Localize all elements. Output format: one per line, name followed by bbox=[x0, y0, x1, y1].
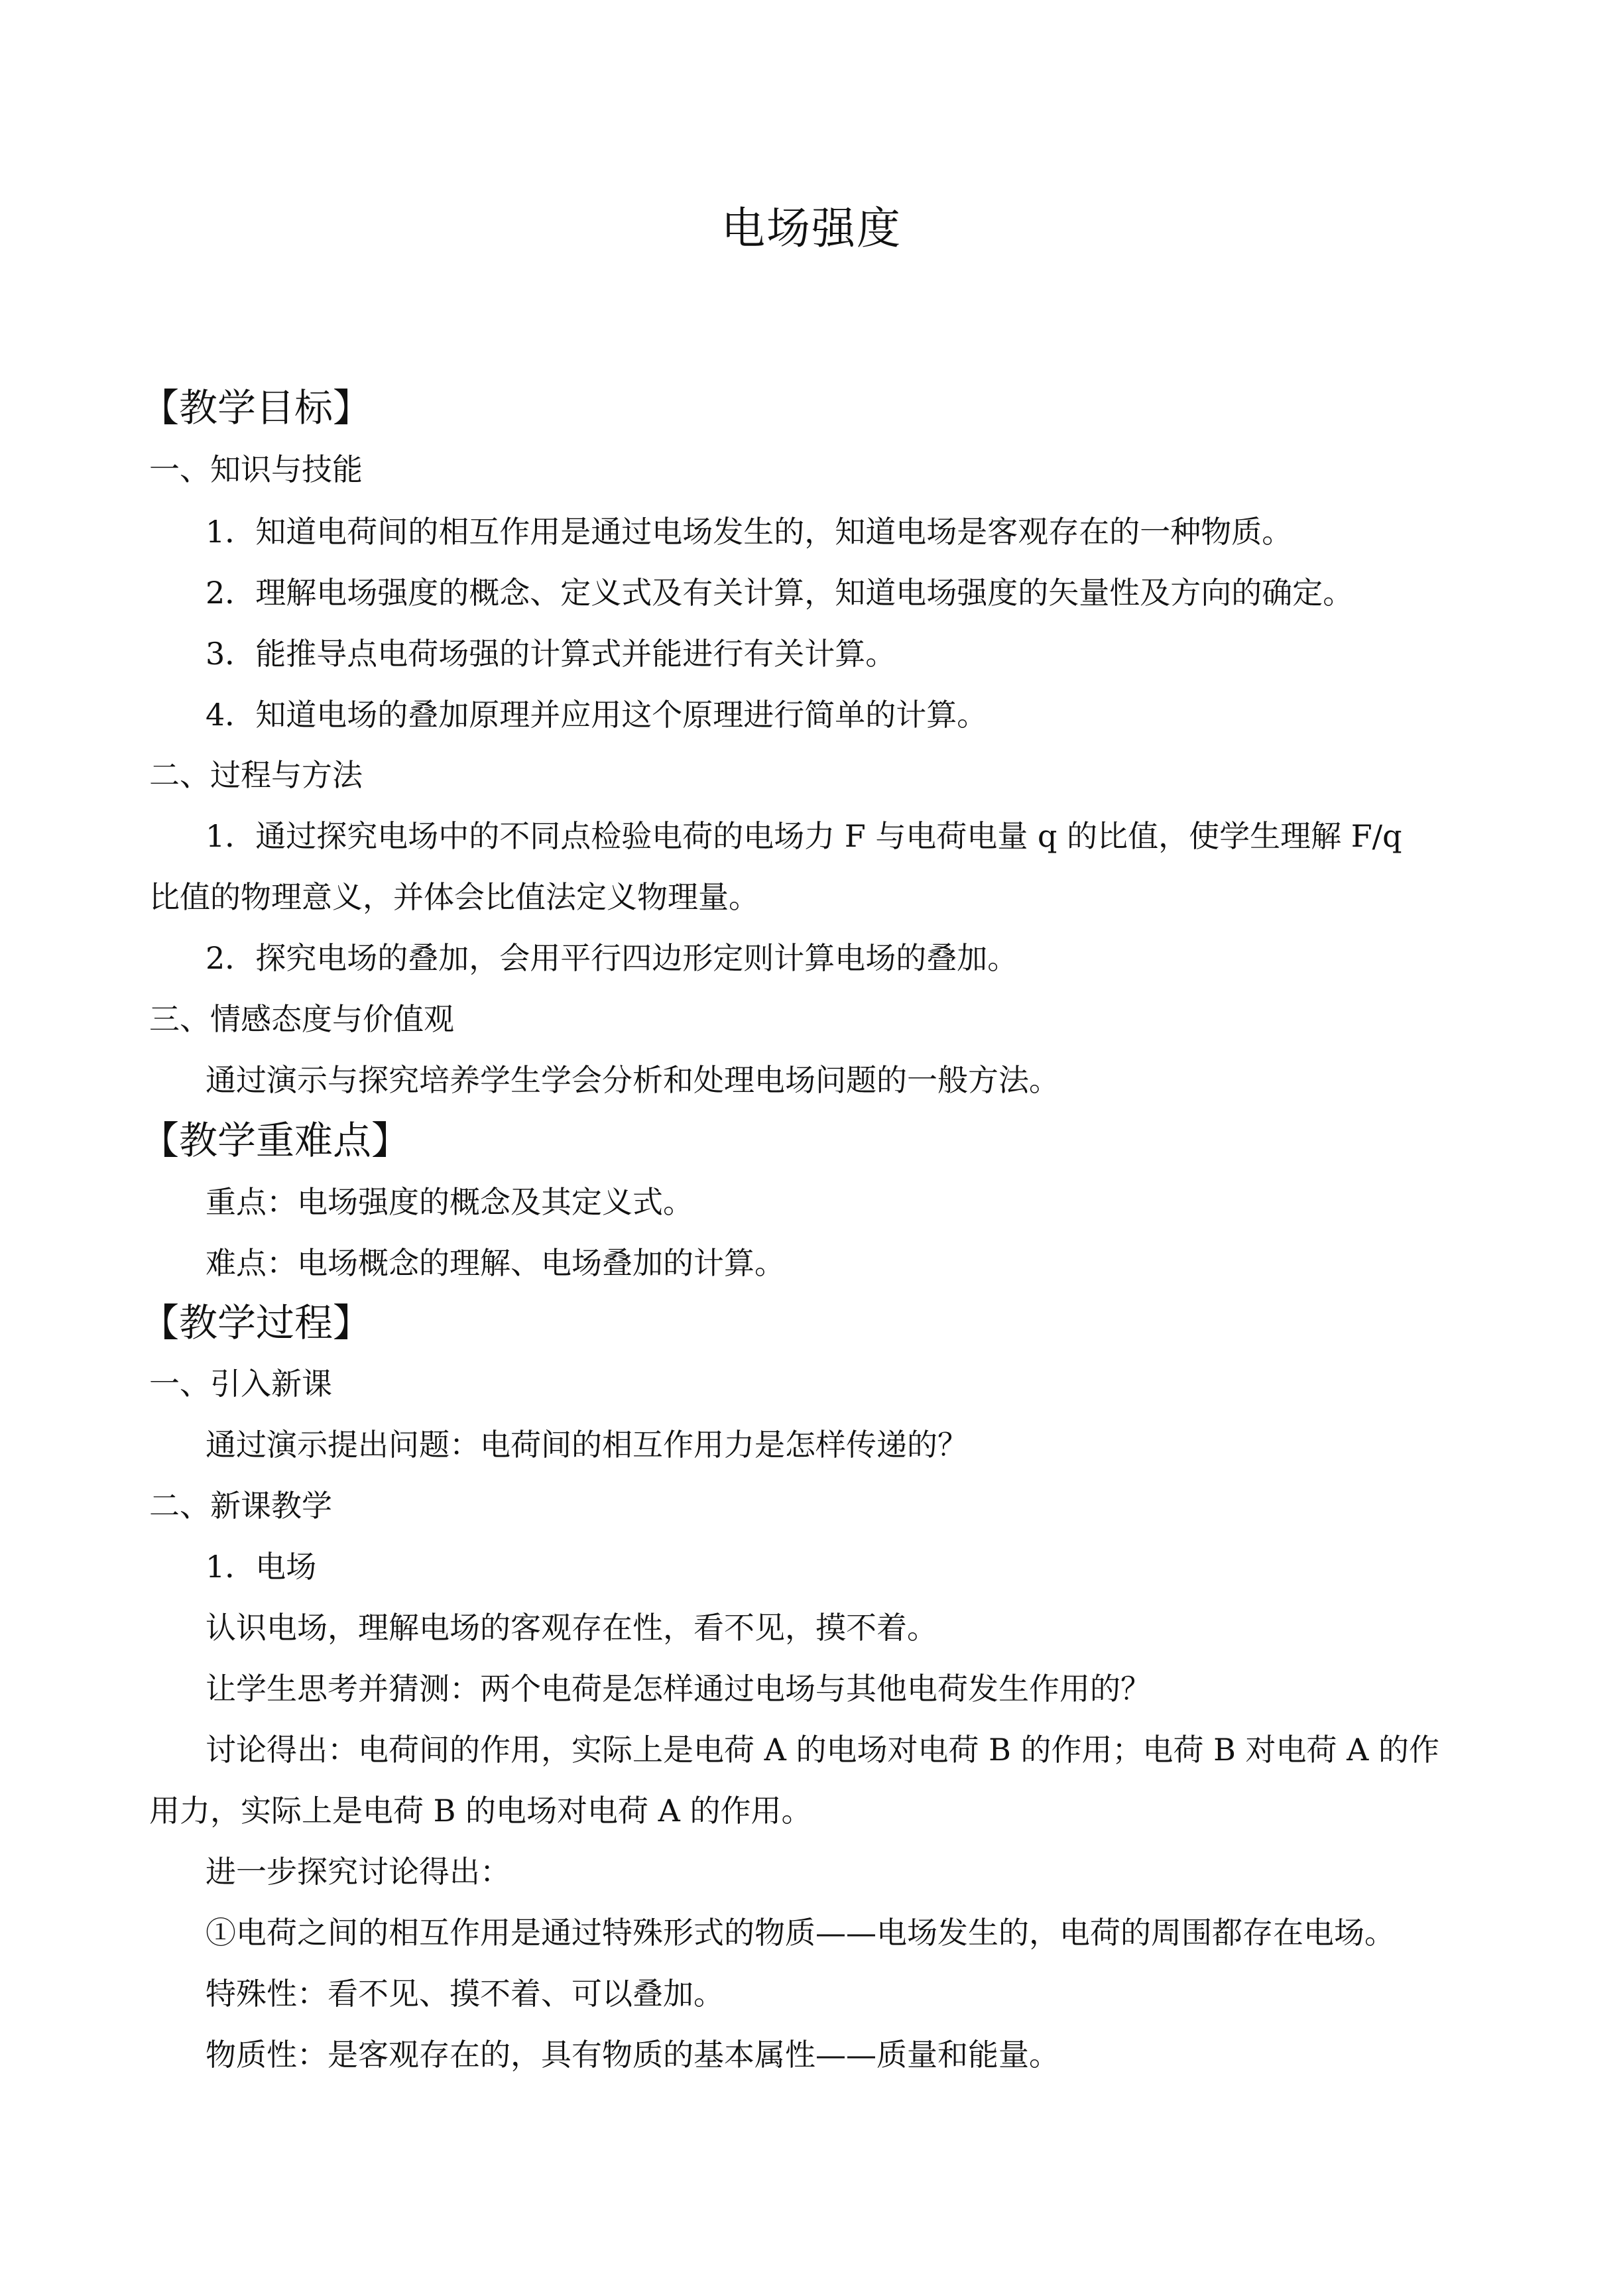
topic-electric-field: 1．电场 bbox=[206, 1549, 317, 1585]
process-item-1-continued: 比值的物理意义，并体会比值法定义物理量。 bbox=[149, 879, 759, 915]
paragraph-further-discussion: 进一步探究讨论得出： bbox=[206, 1854, 511, 1890]
paragraph-discussion: 讨论得出：电荷间的作用，实际上是电荷 A 的电场对电荷 B 的作用；电荷 B 对电荷 A 的作 bbox=[206, 1732, 1440, 1768]
subheading-new-lesson: 二、新课教学 bbox=[149, 1488, 332, 1524]
property-materiality: 物质性：是客观存在的，具有物质的基本属性——质量和能量。 bbox=[206, 2037, 1059, 2073]
process-item-1: 1．通过探究电场中的不同点检验电荷的电场力 F 与电荷电量 q 的比值，使学生理解 F/q bbox=[206, 818, 1402, 854]
paragraph-recognize-field: 认识电场，理解电场的客观存在性，看不见，摸不着。 bbox=[206, 1610, 937, 1646]
section-heading-key-points: 【教学重难点】 bbox=[141, 1118, 410, 1163]
subheading-introduction: 一、引入新课 bbox=[149, 1366, 332, 1402]
attitude-paragraph: 通过演示与探究培养学生学会分析和处理电场问题的一般方法。 bbox=[206, 1062, 1059, 1098]
difficult-point-text: 难点：电场概念的理解、电场叠加的计算。 bbox=[206, 1245, 785, 1281]
property-particularity: 特殊性：看不见、摸不着、可以叠加。 bbox=[206, 1976, 724, 2012]
paragraph-student-guess: 让学生思考并猜测：两个电荷是怎样通过电场与其他电荷发生作用的？ bbox=[206, 1671, 1151, 1707]
section-heading-teaching-process: 【教学过程】 bbox=[141, 1300, 372, 1345]
objective-item-4: 4．知道电场的叠加原理并应用这个原理进行简单的计算。 bbox=[206, 697, 988, 733]
paragraph-discussion-continued: 用力，实际上是电荷 B 的电场对电荷 A 的作用。 bbox=[149, 1793, 812, 1829]
objective-item-1: 1．知道电荷间的相互作用是通过电场发生的，知道电场是客观存在的一种物质。 bbox=[206, 514, 1293, 550]
process-item-2: 2．探究电场的叠加，会用平行四边形定则计算电场的叠加。 bbox=[206, 940, 1018, 976]
subheading-process-methods: 二、过程与方法 bbox=[149, 757, 363, 793]
introduction-paragraph: 通过演示提出问题：电荷间的相互作用力是怎样传递的？ bbox=[206, 1427, 968, 1463]
conclusion-item-1: ①电荷之间的相互作用是通过特殊形式的物质——电场发生的，电荷的周围都存在电场。 bbox=[206, 1915, 1395, 1951]
objective-item-2: 2．理解电场强度的概念、定义式及有关计算，知道电场强度的矢量性及方向的确定。 bbox=[206, 575, 1354, 611]
key-point-text: 重点：电场强度的概念及其定义式。 bbox=[206, 1184, 693, 1220]
subheading-knowledge-skills: 一、知识与技能 bbox=[149, 452, 363, 487]
subheading-attitude-values: 三、情感态度与价值观 bbox=[149, 1001, 454, 1037]
objective-item-3: 3．能推导点电荷场强的计算式并能进行有关计算。 bbox=[206, 636, 896, 672]
section-heading-teaching-objectives: 【教学目标】 bbox=[141, 385, 372, 430]
document-title: 电场强度 bbox=[721, 203, 902, 254]
